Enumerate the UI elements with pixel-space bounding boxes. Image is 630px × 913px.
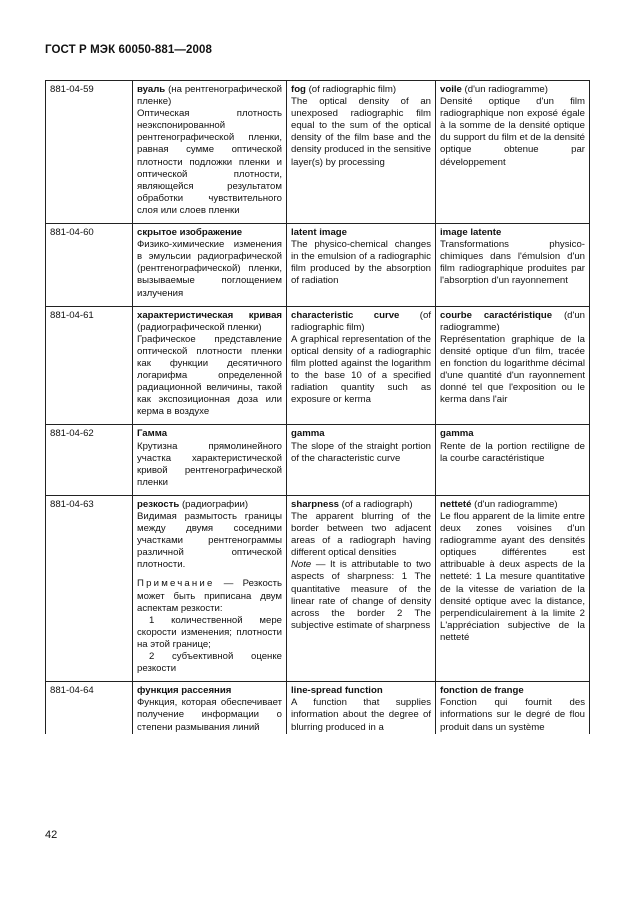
term-en: line-spread function [291, 685, 383, 697]
qualifier-fr: (d'un radiogramme) [461, 84, 548, 95]
note-item-ru: 2 субъективной оценке резкости [137, 651, 282, 675]
definition-en: A graphical representation of the optical density of a radiographic film plotted against the logarithm to the base 10 of a specified radiation quantity such as exposure or kerma [291, 333, 431, 406]
definition-en: The physico-chemical changes in the emulsion of a radiographic film produced by the absorption of radiation [291, 239, 431, 287]
term-row [46, 224, 590, 307]
qualifier-ru: (на рентгенографической пленке) [137, 84, 282, 108]
term-ru: резкость [137, 498, 180, 510]
term-fr: image latente [440, 227, 502, 239]
qualifier-ru: (радиографии) [179, 498, 249, 510]
note-en [291, 559, 431, 632]
french-cell [436, 81, 590, 224]
russian-cell [133, 81, 287, 224]
french-cell [436, 425, 590, 495]
english-cell [287, 306, 436, 425]
english-cell [287, 682, 436, 734]
note-ru [137, 578, 282, 614]
note-label-ru: Примечание [137, 578, 215, 590]
russian-cell [133, 306, 287, 425]
english-cell [287, 224, 436, 307]
term-ru: скрытое изображение [137, 227, 243, 239]
term-en: fog [291, 84, 306, 95]
qualifier-en: (of radiographic film) [305, 84, 397, 95]
term-en: sharpness [291, 498, 339, 510]
term-fr: courbe caractéristique [440, 309, 553, 321]
english-cell [287, 495, 436, 681]
definition-ru: Физико-химические изменения в эмульсии радиографической (рентгенографической) пленки, вызываемые поглощением излучения [137, 239, 282, 299]
term-fr: fonction de frange [440, 685, 524, 697]
term-fr: netteté [440, 498, 472, 510]
term-number: 881-04-62 [46, 425, 133, 495]
term-en: gamma [291, 428, 325, 440]
note-item-ru: 1 количественной мере скорости изменения; плотности на этой границе; [137, 614, 282, 650]
definition-en: The apparent blurring of the border between two adjacent areas of a radiograph having different optical densities [291, 511, 431, 559]
qualifier-en: (of radiographic film) [291, 309, 431, 333]
russian-cell [133, 682, 287, 734]
russian-cell [133, 224, 287, 307]
french-cell [436, 682, 590, 734]
french-cell [436, 306, 590, 425]
term-row [46, 682, 590, 734]
term-en: characteristic curve [291, 309, 400, 321]
qualifier-ru: (радиографической пленки) [137, 321, 262, 333]
term-ru: характеристическая кривая [137, 309, 282, 321]
term-row [46, 81, 590, 224]
term-ru: функция рассеяния [137, 685, 232, 697]
definition-en: The slope of the straight portion of the characteristic curve [291, 440, 431, 464]
term-number: 881-04-59 [46, 81, 133, 224]
term-fr: voile [440, 84, 462, 95]
term-ru: вуаль [137, 84, 166, 95]
definition-fr: Le flou apparent de la limite entre deux zones voisines d'un radiogramme ayant des densités optiques différentes est attribuable à deux aspects de la netteté: 1 La mesure quantitative de la vitesse de variation de la densité optique avec la distance, perpendiculairement à la limite 2 L'appréciation subjective de la netteté [440, 511, 585, 643]
note-text-ru: — Резкость может быть приписана двум аспектам резкости: [137, 578, 282, 614]
qualifier-fr: (d'un radiogramme) [471, 498, 558, 510]
term-row [46, 425, 590, 495]
term-en: latent image [291, 227, 347, 239]
definition-ru: Графическое представление оптической плотности пленки как функции десятичного логарифма определенной радиационной величины, такой как экспозиционная доза или керма в воздухе [137, 333, 282, 418]
term-row [46, 495, 590, 681]
terms-table [45, 80, 590, 734]
definition-en: The optical density of an unexposed radiographic film equal to the sum of the optical density of the film base and the density produced in the sensitive layer(s) by processing [291, 96, 431, 168]
document-header: ГОСТ Р МЭК 60050-881—2008 [45, 44, 212, 56]
term-number: 881-04-60 [46, 224, 133, 307]
definition-fr: Fonction qui fournit des informations sur le degré de flou produit dans un système [440, 697, 585, 733]
note-label-en: Note [291, 559, 312, 571]
definition-fr: Transformations physico-chimiques dans l'émulsion d'un film radiographique produites par l'absorption d'un rayonnement [440, 239, 585, 287]
page-number: 42 [45, 829, 58, 841]
definition-fr: Rente de la portion rectiligne de la courbe caractéristique [440, 440, 585, 464]
definition-ru: Оптическая плотность неэкспонированной рентгенографической пленки, равная сумме оптической плотности подложки пленки и оптической плотности, являющейся результатом обработки чувствительного слоя или слоев пленки [137, 108, 282, 216]
french-cell [436, 224, 590, 307]
definition-ru: Видимая размытость границы между двумя соседними участками рентгенограммы различной оптической плотности. [137, 511, 282, 571]
definition-ru: Функция, которая обеспечивает получение информации о степени размывания линий [137, 697, 282, 733]
definition-fr: Représentation graphique de la densité optique d'un film, tracée en fonction du logarithme décimal d'une quantité d'un rayonnement donné tel que l'exposition ou le kerma dans l'air [440, 333, 585, 406]
definition-fr: Densité optique d'un film radiographique non exposé égale à la somme de la densité optique du support du film et de la densité optique obtenue par développement [440, 96, 585, 168]
qualifier-fr: (d'un radiogramme) [440, 309, 585, 333]
english-cell [287, 81, 436, 224]
french-cell [436, 495, 590, 681]
term-ru: Гамма [137, 428, 168, 440]
english-cell [287, 425, 436, 495]
term-number: 881-04-61 [46, 306, 133, 425]
term-number: 881-04-63 [46, 495, 133, 681]
qualifier-en: (of a radiograph) [339, 498, 413, 510]
note-text-en: — It is attributable to two aspects of sharpness: 1 The quantitative measure of the linear rate of change of density across the border 2 The subjective estimate of sharpness [291, 559, 431, 631]
term-fr: gamma [440, 428, 474, 440]
russian-cell [133, 425, 287, 495]
definition-ru: Крутизна прямолинейного участка характеристической кривой рентгенографической пленки [137, 440, 282, 488]
russian-cell [133, 495, 287, 681]
definition-en: A function that supplies information about the degree of blurring produced in a [291, 697, 431, 733]
term-number: 881-04-64 [46, 682, 133, 734]
term-row [46, 306, 590, 425]
